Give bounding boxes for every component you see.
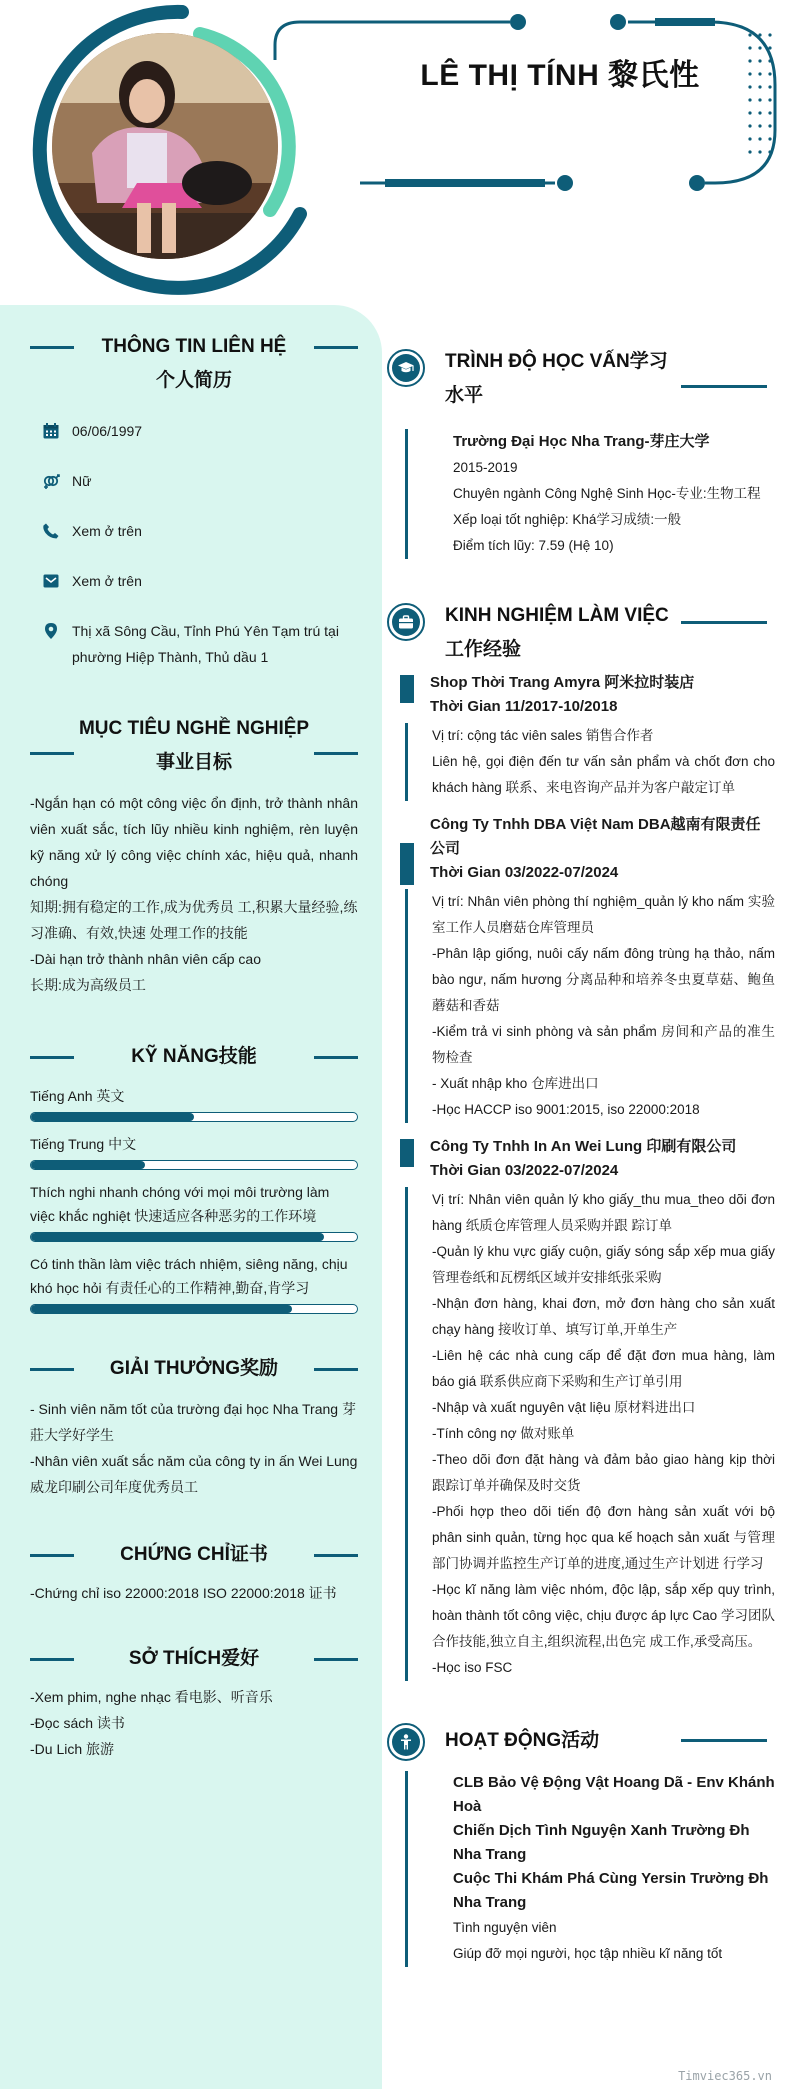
contact-birthday-text: 06/06/1997: [72, 423, 143, 439]
job-line: -Kiểm trả vi sinh phòng và sản phẩm 房间和产品的准生物检查: [432, 1024, 775, 1065]
job-line: -Học HACCP iso 9001:2015, iso 22000:2018: [432, 1102, 700, 1117]
objective-line: 长期:成为高级员工: [30, 977, 146, 993]
education-title-line2: 水平: [445, 385, 484, 406]
job-line: -Theo dõi đơn đặt hàng và đảm bảo giao hàng kịp thời 跟踪订单并确保及时交货: [432, 1452, 775, 1493]
experience-section: [385, 599, 775, 1681]
experience-title-line1: KINH NGHIỆM LÀM VIỆC: [445, 605, 669, 626]
contact-title-line1: THÔNG TIN LIÊN HỆ: [101, 336, 287, 357]
skills-section: [30, 1040, 358, 1314]
job-time: Thời Gian 03/2022-07/2024: [430, 864, 619, 881]
job-line: -Học iso FSC: [432, 1660, 513, 1675]
job-item: [385, 671, 775, 801]
job-item: [385, 813, 775, 1123]
right-column: [385, 345, 775, 1967]
cv-header: [0, 0, 800, 305]
mail-icon: [38, 568, 64, 594]
skill-name: Tiếng Anh 英文: [30, 1088, 125, 1104]
activities-timeline: [405, 1771, 775, 1967]
contact-email-text: Xem ở trên: [72, 573, 142, 589]
person-icon: [387, 1723, 425, 1761]
skill-item: [30, 1132, 358, 1170]
objective-title-line1: MỤC TIÊU NGHỀ NGHIỆP: [78, 718, 310, 739]
title-bar-right: [314, 1056, 358, 1059]
skill-bar: [30, 1232, 358, 1242]
job-company: Công Ty Tnhh In An Wei Lung 印刷有限公司: [430, 1138, 737, 1155]
skill-name: Tiếng Trung 中文: [30, 1136, 137, 1152]
job-marker: [400, 675, 414, 703]
hobby-line: -Du Lich 旅游: [30, 1741, 115, 1757]
skill-bar-fill: [31, 1233, 324, 1241]
job-line: -Nhập và xuất nguyên vật liệu 原材料进出口: [432, 1400, 696, 1415]
title-bar-left: [30, 346, 74, 349]
section-bar: [681, 385, 767, 388]
title-bar-left: [30, 1554, 74, 1557]
skill-bar: [30, 1160, 358, 1170]
education-title-line1: TRÌNH ĐỘ HỌC VẤN学习: [445, 351, 668, 372]
contact-title-line2: 个人简历: [155, 370, 232, 391]
experience-title-line2: 工作经验: [445, 639, 522, 660]
title-bar-right: [314, 752, 358, 755]
activity-title: Chiến Dịch Tình Nguyện Xanh Trường Đh Nha Trang: [453, 1822, 750, 1863]
timeline-line: [405, 1187, 408, 1681]
job-line: - Xuất nhập kho 仓库进出口: [432, 1076, 599, 1091]
job-line: -Tính công nợ 做对账单: [432, 1426, 575, 1441]
timeline-line: [405, 723, 408, 801]
education-line: Chuyên ngành Công Nghệ Sinh Học-专业:生物工程: [453, 486, 761, 501]
award-line: -Nhân viên xuất sắc năm của công ty in ấn Wei Lung 威龙印刷公司年度优秀员工: [30, 1453, 358, 1495]
title-bar-right: [314, 1554, 358, 1557]
awards-title: [30, 1352, 358, 1386]
award-line: - Sinh viên năm tốt của trường đại học Nha Trang 芽莊大学好学生: [30, 1401, 356, 1443]
objective-title-line2: 事业目标: [155, 752, 232, 773]
skill-bar-fill: [31, 1113, 194, 1121]
contact-item-phone: [30, 518, 358, 544]
education-section: [385, 345, 775, 559]
hobbies-title: [30, 1642, 358, 1676]
job-line: -Phân lập giống, nuôi cấy nấm đông trùng hạ thảo, nấm bào ngư, nấm hương 分离品种和培养冬虫夏草菇、鲍鱼蘑菇和香菇: [432, 946, 775, 1013]
job-line: -Nhận đơn hàng, khai đơn, mở đơn hàng cho sản xuất chạy hàng 接收订单、填写订单,开单生产: [432, 1296, 775, 1337]
profile-photo-illustration: [52, 33, 278, 259]
education-timeline: [405, 429, 775, 559]
graduation-cap-icon: [387, 349, 425, 387]
timeline-line: [405, 429, 408, 559]
job-line: -Phối hợp theo dõi tiến độ đơn hàng sản xuất với bộ phân sinh quản, từng học qua kế hoạch sản xuất 与管理部门协调并监控生产订单的进度,通过生产计划进 行学习: [432, 1504, 775, 1571]
job-line: -Quản lý khu vực giấy cuộn, giấy sóng sắp xếp mua giấy 管理卷纸和瓦楞纸区域并安排纸张采购: [432, 1244, 775, 1285]
job-item: [385, 1135, 775, 1681]
skill-bar-fill: [31, 1161, 145, 1169]
contact-section: [30, 330, 358, 670]
job-line: -Liên hệ các nhà cung cấp để đặt đơn mua hàng, làm báo giá 联系供应商下采购和生产订单引用: [432, 1348, 775, 1389]
education-school: Trường Đại Học Nha Trang-芽庄大学: [453, 433, 710, 450]
skill-item: [30, 1084, 358, 1122]
job-line: Vị trí: Nhân viên phòng thí nghiệm_quản lý kho nấm 实验室工作人员磨菇仓库管理员: [432, 894, 775, 935]
activity-title: CLB Bảo Vệ Động Vật Hoang Dã - Env Khánh Hoà: [453, 1774, 775, 1815]
job-line: Liên hệ, gọi điện đến tư vấn sản phẩm và chốt đơn cho khách hàng 联系、来电咨询产品并为客户敲定订单: [432, 754, 775, 795]
timeline-line: [405, 889, 408, 1123]
education-line: 2015-2019: [453, 460, 518, 475]
gender-icon: [38, 468, 64, 494]
title-bar-right: [314, 1368, 358, 1371]
certificates-title-text: CHỨNG CHỈ证书: [120, 1544, 268, 1565]
education-line: Xếp loại tốt nghiệp: Khá学习成绩:一般: [453, 512, 682, 527]
phone-icon: [38, 518, 64, 544]
experience-title: [445, 599, 695, 667]
timeline-line: [405, 1771, 408, 1967]
education-line: Điểm tích lũy: 7.59 (Hệ 10): [453, 538, 614, 553]
education-title: [445, 345, 695, 413]
activity-title: Cuộc Thi Khám Phá Cùng Yersin Trường Đh Nha Trang: [453, 1870, 769, 1911]
objective-line: -Dài hạn trở thành nhân viên cấp cao: [30, 951, 261, 967]
left-column: [30, 330, 358, 1762]
skill-item: [30, 1252, 358, 1314]
job-company: Công Ty Tnhh DBA Việt Nam DBA越南有限责任公司: [430, 816, 761, 857]
job-marker: [400, 1139, 414, 1167]
contact-gender-text: Nữ: [72, 473, 92, 489]
experience-header: [385, 599, 775, 671]
certificates-title: [30, 1538, 358, 1572]
objective-line: -Ngắn hạn có một công việc ổn định, trở thành nhân viên xuất sắc, tích lũy nhiều kinh nghiệm, rèn luyện kỹ năng xử lý công việc chính xác, hiệu quả, nhanh chóng: [30, 795, 358, 889]
hobby-line: -Xem phim, nghe nhạc 看电影、听音乐: [30, 1689, 273, 1705]
objective-line: 知期:拥有稳定的工作,成为优秀员 工,积累大量经验,练习准确、有效,快速 处理工作的技能: [30, 899, 358, 941]
skill-bar: [30, 1112, 358, 1122]
title-bar-left: [30, 752, 74, 755]
skill-bar-fill: [31, 1305, 292, 1313]
section-bar: [681, 621, 767, 624]
skills-title-text: KỸ NĂNG技能: [131, 1046, 257, 1067]
title-bar-left: [30, 1368, 74, 1371]
candidate-name: LÊ THỊ TÍNH 黎氏性: [420, 59, 700, 92]
hobby-line: -Đọc sách 读书: [30, 1715, 125, 1731]
skill-item: [30, 1180, 358, 1242]
activities-header: [385, 1719, 775, 1771]
objective-title: [30, 712, 358, 780]
hobbies-title-text: SỞ THÍCH爱好: [128, 1648, 260, 1669]
title-bar-right: [314, 1658, 358, 1661]
calendar-icon: [38, 418, 64, 444]
activities-title: HOẠT ĐỘNG活动: [445, 1730, 600, 1751]
contact-item-gender: [30, 468, 358, 494]
certificates-section: [30, 1538, 358, 1606]
location-icon: [38, 618, 64, 644]
title-bar-right: [314, 346, 358, 349]
watermark: Timviec365.vn: [678, 2069, 772, 2083]
job-time: Thời Gian 11/2017-10/2018: [430, 698, 618, 715]
job-line: -Học kĩ năng làm việc nhóm, độc lập, sắp xếp quy trình, hoàn thành tốt công việc, chịu được áp lực Cao 学习团队合作技能,独立自主,组织流程,出色完 成工作,承受高压。: [432, 1582, 775, 1649]
certificate-line: -Chứng chỉ iso 22000:2018 ISO 22000:2018 证书: [30, 1585, 337, 1601]
contact-item-birthday: [30, 418, 358, 444]
objective-section: [30, 712, 358, 998]
activity-line: Tình nguyện viên: [453, 1920, 557, 1935]
contact-item-address: [30, 618, 358, 670]
skills-title: [30, 1040, 358, 1074]
activity-line: Giúp đỡ mọi người, học tập nhiều kĩ năng tốt: [453, 1946, 723, 1961]
skill-name: Có tinh thần làm việc trách nhiệm, siêng năng, chịu khó học hỏi 有责任心的工作精神,勤奋,肯学习: [30, 1256, 348, 1296]
job-time: Thời Gian 03/2022-07/2024: [430, 1162, 619, 1179]
job-line: Vị trí: Nhân viên quản lý kho giấy_thu mua_theo dõi đơn hàng 纸质仓库管理人员采购并跟 踪订单: [432, 1192, 775, 1233]
awards-section: [30, 1352, 358, 1500]
skill-bar: [30, 1304, 358, 1314]
skill-name: Thích nghi nhanh chóng với mọi môi trường làm việc khắc nghiệt 快速适应各种恶劣的工作环境: [30, 1184, 330, 1224]
contact-phone-text: Xem ở trên: [72, 523, 142, 539]
education-header: [385, 345, 775, 435]
title-bar-left: [30, 1658, 74, 1661]
objective-text: [30, 790, 358, 998]
awards-title-text: GIẢI THƯỞNG奖励: [109, 1358, 279, 1379]
hobbies-section: [30, 1642, 358, 1762]
contact-address-text: Thị xã Sông Cầu, Tỉnh Phú Yên Tạm trú tại phường Hiệp Thành, Thủ dầu 1: [72, 623, 339, 665]
contact-title: [30, 330, 358, 398]
activities-section: [385, 1719, 775, 1967]
contact-item-email: [30, 568, 358, 594]
briefcase-icon: [387, 603, 425, 641]
section-bar: [681, 1739, 767, 1742]
job-line: Vị trí: cộng tác viên sales 销售合作者: [432, 728, 654, 743]
profile-photo: [52, 33, 278, 259]
job-company: Shop Thời Trang Amyra 阿米拉时装店: [430, 674, 695, 691]
job-marker: [400, 843, 414, 885]
title-bar-left: [30, 1056, 74, 1059]
